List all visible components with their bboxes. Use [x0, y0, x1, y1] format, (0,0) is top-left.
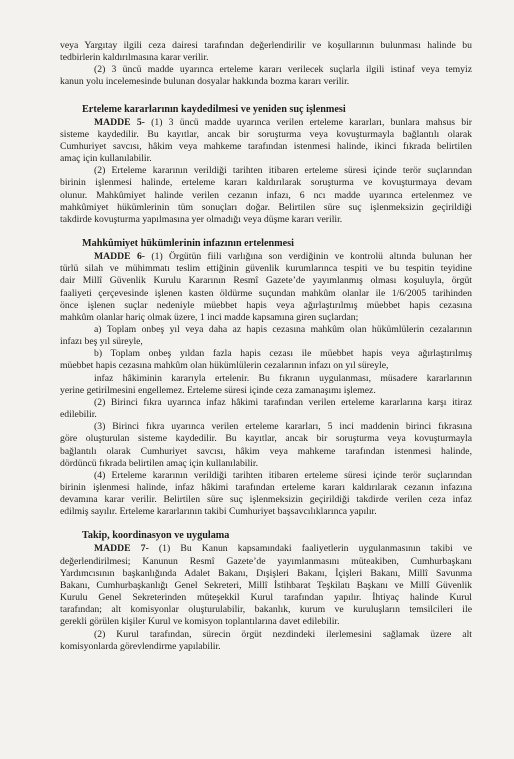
- text-run: (1) Örgütün fiili varlığına son verdiğinin ve kontrolü altında bulunan her: [145, 251, 472, 263]
- text-line: göre oluşturulan sisteme kaydedilir. Bu kayıtlar, ancak bir soruşturma veya kovuşturmayla: [60, 433, 472, 445]
- madde-5-paragraph-1: [60, 117, 472, 166]
- madde-6-label: MADDE 6-: [94, 251, 146, 263]
- paragraph-top-1: [60, 40, 472, 64]
- text-line: olunur. Mahkûmiyet halinde verilen cezanın infazı, 6 ncı madde uyarınca ertelenmez ve: [60, 189, 472, 201]
- text-line: Cumhuriyet savcısı, hâkim veya mahkeme tarafından istenmesi halinde, ikinci fıkrada belirtilen: [60, 140, 472, 152]
- text-line: (4) Erteleme kararının verildiği tarihten itibaren erteleme süresi içinde terör suçlarından: [94, 469, 472, 481]
- text-line: mahkûmiyet hükümlerinin tüm sonuçları doğar. Belirtilen süre suç işlenmeksizin geçirildiği: [60, 201, 472, 213]
- text-line: komisyonlarda görevlendirme yapılabilir.: [60, 640, 221, 652]
- text-line: takdirde kovuşturma yapılmasına yer olmadığı veya düşme kararı verilir.: [60, 213, 343, 225]
- paragraph-top-2: [60, 64, 472, 88]
- madde-7-paragraph-1: [60, 543, 472, 628]
- text-line: değerlendirilmesi; Kanunun Resmî Gazete’de yayımlanmasını müteakiben, Cumhurbaşkanı: [60, 555, 472, 567]
- madde-6-paragraph-2: [60, 397, 472, 421]
- text-line: gerekli görülen kişiler Kurul ve komisyon toplantılarına davet edilebilir.: [60, 616, 340, 628]
- text-line: (2) Erteleme kararının verildiği tarihten itibaren erteleme süresi içinde terör suçlarından: [94, 165, 472, 177]
- text-line: Kurulu Genel Sekreterinden müteşekkil Kurul tarafından yapılır. İhtiyaç halinde Kurul: [60, 592, 472, 604]
- madde-7-paragraph-2: [60, 629, 472, 653]
- text-line: türlü silah ve mühimmatı teslim ettiğinin güvenlik kurumlarınca tespiti ve bu tespitin teyidine: [60, 263, 472, 275]
- madde-7-label: MADDE 7-: [94, 543, 149, 555]
- text-line: (2) Kurul tarafından, sürecin örgüt nezdindeki ilerlemesini sağlamak üzere alt: [94, 628, 472, 640]
- text-line: dair Millî Güvenlik Kurulu Kararının Resmî Gazete’de yayımlanmış olması koşuluyla, örgüt: [60, 275, 472, 287]
- text-line: sisteme kaydedilir. Bu kayıtlar, ancak bir soruşturma veya kovuşturmayla bağlantılı olarak: [60, 128, 472, 140]
- madde-6-item-a: [60, 324, 472, 348]
- madde-5-paragraph-2: [60, 165, 472, 226]
- text-line: birinin işlenmesi halinde, infaz hâkimi tarafından erteleme kararı kaldırılarak cezanın infazına: [60, 482, 472, 493]
- text-line: kanun yolu incelemesinde bulunan dosyalar hakkında bozma kararı verilir.: [60, 76, 350, 88]
- text-line: (2) 3 üncü madde uyarınca erteleme kararı verilecek suçlarla ilgili istinaf veya temyiz: [94, 64, 472, 76]
- text-line: [60, 117, 472, 129]
- text-line: Bakanı, Cumhurbaşkanlığı Genel Sekreteri, Millî İstihbarat Teşkilatı Başkanı ve Millî Güvenlik: [60, 579, 472, 591]
- text-line: faaliyeti çerçevesinde işlenen kasten öldürme suçundan mahkûm olanlar ile 1/6/2005 tarihinden: [60, 287, 472, 299]
- text-line: tedbirlerin kaldırılmasına karar verilir.: [60, 52, 209, 64]
- text-line: veya Yargıtay ilgili ceza dairesi tarafından değerlendirilir ve koşullarının bulunması halinde bu: [60, 40, 472, 51]
- text-line: amaç için kullanılabilir.: [60, 153, 152, 165]
- madde-5-label: MADDE 5-: [94, 116, 145, 128]
- section-heading-madde-5: Erteleme kararlarının kaydedilmesi ve yeniden suç işlenmesi: [82, 103, 346, 115]
- text-line: infazı beş yıl süreyle,: [60, 336, 143, 348]
- text-line: infaz hâkiminin kararıyla ertelenir. Bu fıkranın uygulanması, müsadere kararlarının: [94, 372, 472, 384]
- text-line: tarafından; alt komisyonlar oluşturulabilir, bakanlık, kurum ve kuruluşların temsilcileri ile: [60, 604, 472, 616]
- section-heading-madde-6: Mahkûmiyet hükümlerinin infazının ertelenmesi: [82, 238, 294, 250]
- text-line: önce işlenen suçlar nedeniyle müebbet hapis veya ağırlaştırılmış müebbet hapis cezasına: [60, 299, 472, 311]
- madde-6-item-b: [60, 348, 472, 372]
- text-line: [60, 543, 472, 555]
- madde-6-item-b-tail: [60, 373, 472, 397]
- madde-6-paragraph-3: [60, 421, 472, 470]
- text-line: dördüncü fıkrada belirtilen amaç için kullanılabilir.: [60, 457, 258, 469]
- text-run: (1) Bu Kanun kapsamındaki faaliyetlerin uygulanmasının takibi ve: [148, 543, 472, 555]
- text-line: müebbet hapis cezasına mahkûm olan hükümlülerin cezalarının infazı on yıl süreyle,: [60, 360, 389, 372]
- text-line: devamına karar verilir. Belirtilen süre suç işlenmeksizin geçirildiği takdirde verilen ceza infaz: [60, 494, 472, 506]
- text-line: (2) Birinci fıkra uyarınca infaz hâkimi tarafından verilen erteleme kararlarına karşı itiraz: [94, 396, 472, 408]
- text-line: mahkûm olanlar hariç olmak üzere, 1 inci madde kapsamına giren suçlardan;: [60, 311, 359, 323]
- text-line: a) Toplam onbeş yıl veya daha az hapis cezasına mahkûm olan hükümlülerin cezalarının: [94, 323, 472, 335]
- text-line: edilebilir.: [60, 409, 97, 421]
- madde-6-paragraph-4: [60, 470, 472, 519]
- text-line: yerine getirilmesini engellemez. Erteleme süresi içinde ceza zamanaşımı işlemez.: [60, 384, 376, 396]
- text-line: Yardımcısının başkanlığında Adalet Bakanı, Dışişleri Bakanı, İçişleri Bakanı, Millî Savunma: [60, 567, 472, 579]
- section-heading-madde-7: Takip, koordinasyon ve uygulama: [82, 530, 230, 542]
- text-line: birinin işlenmesi halinde, erteleme kararı kaldırılarak soruşturma ve kovuşturmaya devam: [60, 177, 472, 189]
- text-line: bağlantılı olarak Cumhuriyet savcısı, hâkim veya mahkeme tarafından istenmesi halinde,: [60, 445, 472, 457]
- text-line: edilmiş sayılır. Erteleme kararlarının takibi Cumhuriyet başsavcılıklarınca yapılır.: [60, 506, 377, 518]
- text-line: [60, 251, 472, 263]
- madde-6-paragraph-1: [60, 251, 472, 324]
- text-line: (3) Birinci fıkra uyarınca verilen erteleme kararları, 5 inci maddenin birinci fıkrasına: [94, 421, 472, 433]
- text-run: (1) 3 üncü madde uyarınca verilen erteleme kararları, bunlara mahsus bir: [144, 116, 472, 128]
- text-line: b) Toplam onbeş yıldan fazla hapis cezası ile müebbet hapis veya ağırlaştırılmış: [94, 348, 472, 360]
